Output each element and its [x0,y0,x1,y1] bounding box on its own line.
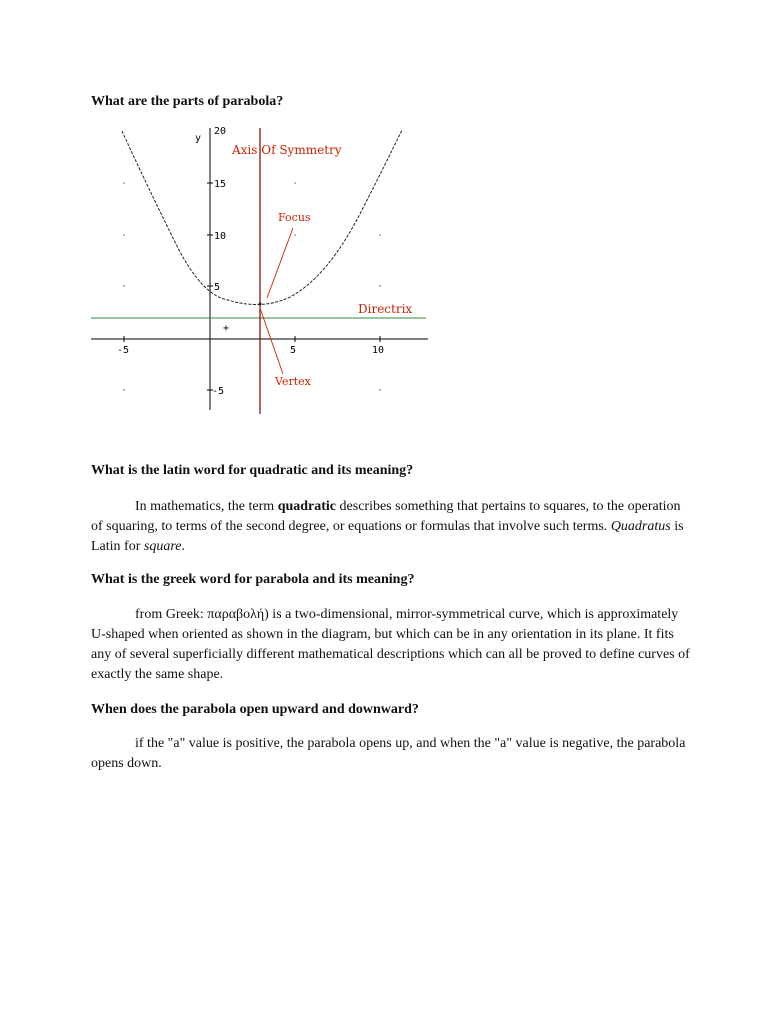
greek-paragraph: from Greek: παραβολή) is a two-dimensional, mirror-symmetrical curve, which is approximately U-shaped when oriented as shown in the diagram, but which can be in any orientation in its plane. It fits any of several superficially different mathematical descriptions which can all be proved to define curves of exactly the same shape. [91,607,690,682]
latin-text-2: describes something that pertains to squares, to the operation of squaring, to terms of the second degree, or equations or formulas that involve such terms. [91,499,681,534]
latin-text-3: is Latin for [91,519,684,554]
grid-dots [123,182,380,390]
x-tick-neg5: -5 [117,345,130,356]
vertex-label: Vertex [275,375,311,388]
y-tick-neg5: -5 [212,386,225,397]
y-tick-10: 10 [214,231,227,242]
latin-text-1: In mathematics, the term [135,499,278,514]
plus-marker: + [223,323,230,334]
axis-of-symmetry-label: Axis Of Symmetry [232,143,342,157]
vertex-point [259,303,262,306]
latin-paragraph [91,497,691,557]
parabola-diagram [88,118,433,418]
open-direction-paragraph: if the "a" value is positive, the parabola opens up, and when the "a" value is negative, the parabola opens down. [91,736,686,771]
y-tick-15: 15 [214,179,227,190]
directrix-label: Directrix [358,302,413,316]
heading-parts-of-parabola: What are the parts of parabola? [91,94,284,109]
latin-term-quadratus: Quadratus [610,519,671,534]
y-tick-5: 5 [214,282,221,293]
focus-label: Focus [278,211,311,224]
latin-term-square: square [143,539,182,554]
latin-term-quadratic: quadratic [277,499,337,514]
heading-greek-word: What is the greek word for parabola and its meaning? [91,572,415,587]
x-tick-5: 5 [290,345,297,356]
heading-latin-word: What is the latin word for quadratic and its meaning? [91,463,414,478]
heading-open-direction: When does the parabola open upward and downward? [91,702,419,717]
latin-text-4: . [181,539,185,554]
parabola-diagram-svg [88,118,433,418]
focus-pointer [267,228,293,298]
y-axis-label: y [195,133,202,144]
x-tick-10: 10 [372,345,385,356]
y-tick-20: 20 [214,126,227,137]
